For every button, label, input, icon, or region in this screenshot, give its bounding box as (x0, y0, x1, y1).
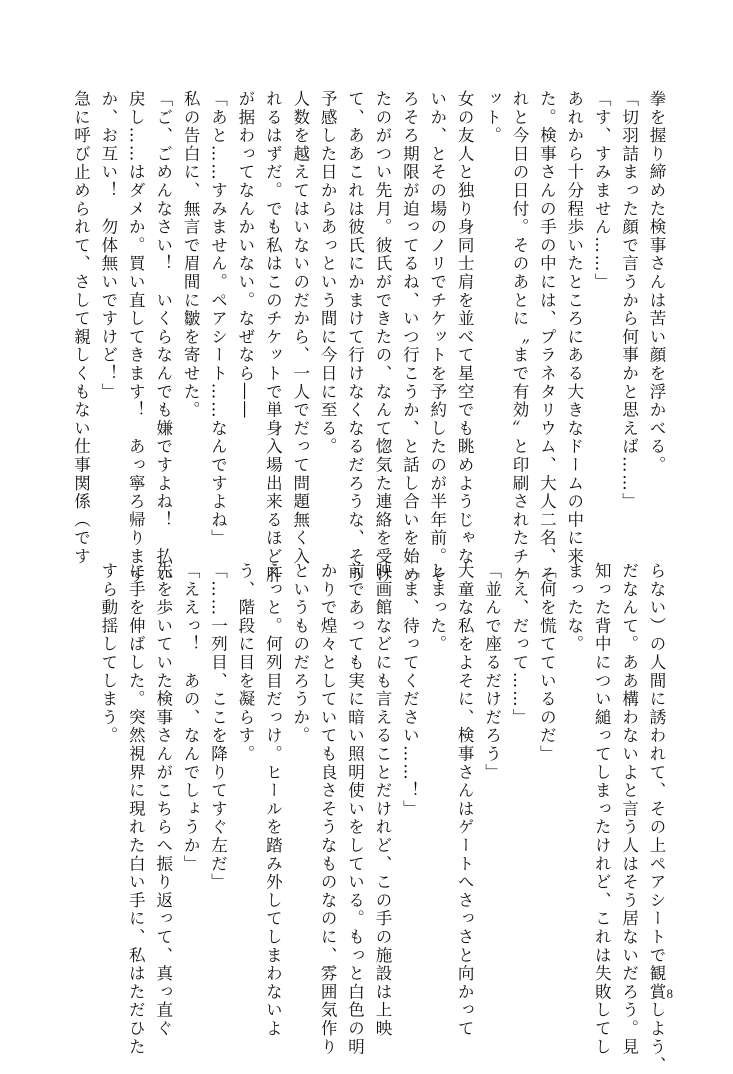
text-line: 「ま、待ってください……！」 (400, 562, 420, 819)
text-line: て、ああこれは彼氏にかまけて行けなくなるだろうな、そう (345, 90, 365, 585)
text-line: 先を歩いていた検事さんがこちらへ振り返って、真っ直ぐ (153, 562, 173, 1038)
text-line: すら動揺してしまう。 (98, 562, 118, 745)
text-line: だなんて。ああ構わないよと言う人はそう居ないだろう。見 (619, 562, 639, 1057)
top-text-block (71, 90, 670, 585)
text-line: に手を伸ばした。突然視界に現れた白い手に、私はただひた (126, 562, 146, 1057)
text-line: 「ご、ごめんなさい！ いくらなんでも嫌ですよね！ 払い (153, 90, 173, 585)
text-line: というものだろうか。 (290, 562, 310, 745)
text-line: ろそろ期限が迫ってるね、いつ行こうか、と話し合いを始め (400, 90, 420, 585)
text-line: 女の友人と独り身同士肩を並べて星空でも眺めようじゃな (455, 90, 475, 566)
text-line: 人数を越えてはいないのだから、一人でだって問題無く入 (290, 90, 310, 566)
text-line: た。検事さんの手の中には、プラネタリウム、大人二名、そ (537, 90, 557, 585)
text-line: しまった。 (427, 562, 447, 654)
text-line: 映画館などにも言えることだけれど、この手の施設は上映 (372, 562, 392, 1038)
text-line: 「ええっ！ あの、なんでしょうか」 (181, 562, 201, 874)
text-line: かりで煌々としていても良さそうなものなのに、雰囲気作り (318, 562, 338, 1057)
text-line: ット。 (482, 90, 502, 145)
text-line: まったな。 (564, 562, 584, 654)
text-line: 急に呼び止められて、さして親しくもない仕事関係（です (71, 90, 91, 566)
text-line: 予感した日からあっという間に今日に至る。 (318, 90, 338, 456)
text-line: らない）の人間に誘われて、その上ペアシートで観賞しよう、 (647, 562, 666, 1074)
text-line: 大童な私をよそに、検事さんはゲートへさっさと向かって (455, 562, 475, 1038)
text-line: 「あと……すみません。ペアシート……なんですよね」 (208, 90, 228, 548)
text-line: 私の告白に、無言で眉間に皺を寄せた。 (181, 90, 201, 420)
text-line: 「切羽詰まった顔で言うから何事かと思えば……」 (619, 90, 639, 511)
text-line: 「す、すみません……」 (592, 90, 612, 292)
text-line: れるはずだ。でも私はこのチケットで単身入場出来るほど肝 (263, 90, 283, 585)
text-line: れと今日の日付。そのあとに〝まで有効〟と印刷されたチケ (509, 90, 529, 585)
text-line: えっと。何列目だっけ。ヒールを踏み外してしまわないよ (263, 562, 283, 1038)
text-line: 拳を握り締めた検事さんは苦い顔を浮かべる。 (647, 90, 666, 475)
text-line: か、お互い！ 勿体無いですけど！」 (98, 90, 118, 402)
text-line: あれから十分程歩いたところにある大きなドームの中に来 (564, 90, 584, 566)
bottom-text-block (95, 562, 670, 1074)
page-number: 8 (666, 986, 673, 1001)
text-line: たのがつい先月。彼氏ができたの、なんて惚気た連絡を受け (372, 90, 392, 585)
text-line: が据わってなんかいない。なぜなら―― (235, 90, 255, 420)
text-line: 「……一列目、ここを降りてすぐ左だ」 (208, 562, 228, 892)
text-line: 「え、だって……」 (509, 562, 529, 727)
text-line: 前であっても実に暗い照明使いをしている。もっと白色の明 (345, 562, 365, 1057)
text-line: いか、とその場のノリでチケットを予約したのが半年前。そ (427, 90, 447, 585)
text-line: 「並んで座るだけだろう」 (482, 562, 502, 782)
text-line: う、階段に目を凝らす。 (235, 562, 255, 764)
text-line: 「何を慌てているのだ」 (537, 562, 557, 764)
text-line: 知った背中につい縋ってしまったけれど、これは失敗してし (592, 562, 612, 1057)
text-line: 戻し……はダメか。買い直してきます！ あっ寧ろ帰ります (126, 90, 146, 585)
